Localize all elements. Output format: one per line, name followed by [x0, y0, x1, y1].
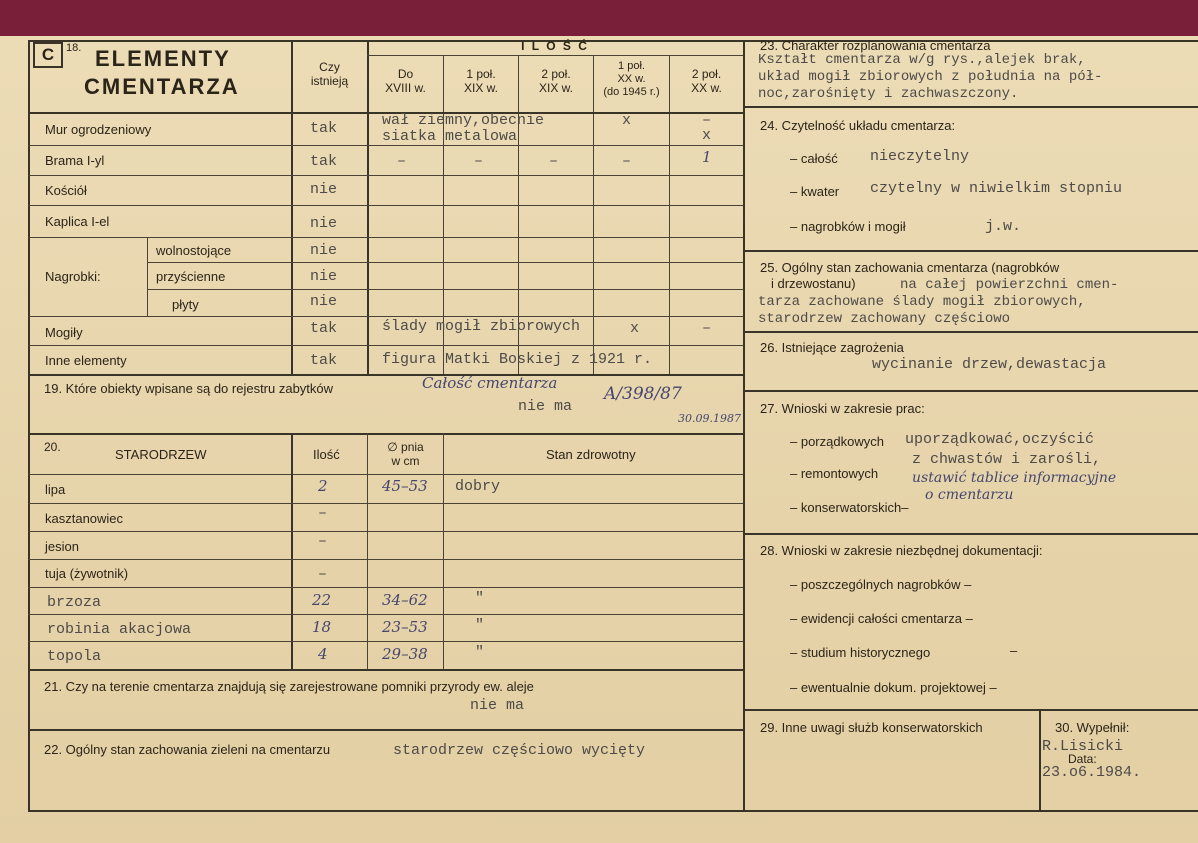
- row-kosciol-exist: nie: [310, 181, 338, 198]
- s21-typed: nie ma: [470, 697, 525, 714]
- form-letter-box: C: [33, 42, 63, 68]
- col-header-c4: 1 poł. XX w. (do 1945 r.): [603, 60, 660, 98]
- border-left: [28, 40, 30, 812]
- row-brama-c1: –: [397, 153, 407, 170]
- s30-label: 30. Wypełnił:: [1055, 720, 1130, 735]
- s22-typed: starodrzew częściowo wycięty: [393, 742, 646, 759]
- tree-row-5-ilosc: 22: [312, 591, 332, 609]
- s25-line1: na całej powierzchni cmen-: [900, 277, 1119, 293]
- s19-hand-register: A/398/87: [604, 384, 682, 404]
- tree-row-7-name: topola: [47, 648, 102, 665]
- s19-hand-date: 30.09.1987: [678, 412, 741, 425]
- s24-kwater-label: – kwater: [790, 184, 840, 199]
- row-mur-label: Mur ogrodzeniowy: [45, 122, 152, 137]
- row-mur-exist: tak: [310, 120, 338, 137]
- s27-hand2: o cmentarzu: [925, 487, 1014, 503]
- s20-title: STARODRZEW: [115, 447, 207, 462]
- tree-row-6-stan: ": [475, 617, 485, 634]
- title-line1: ELEMENTY: [95, 46, 231, 71]
- col-header-ilosc: I L O Ś Ć: [521, 39, 589, 53]
- tree-row-3-name: jesion: [45, 539, 79, 554]
- row-mur-note1: wał ziemny,obecnie: [382, 112, 545, 129]
- s19-label: 19. Które obiekty wpisane są do rejestru zabytków: [44, 381, 334, 396]
- row-mur-note2: siatka metalowa: [382, 128, 518, 145]
- row-mur-c5a: –: [702, 112, 712, 129]
- tree-row-7-ilosc: 4: [318, 645, 328, 663]
- row-brama-c5: 1: [702, 148, 712, 166]
- s20-col-pnia: ∅ pnia w cm: [387, 440, 424, 468]
- s27-rem-label: – remontowych: [790, 466, 879, 481]
- s24-kwater-val: czytelny w niwielkim stopniu: [870, 180, 1123, 197]
- row-kosciol-label: Kościół: [45, 183, 87, 198]
- s19-typed: nie ma: [518, 398, 573, 415]
- s25-label1: 25. Ogólny stan zachowania cmentarza (nagrobków: [760, 260, 1060, 275]
- s30-date: 23.o6.1984.: [1042, 764, 1142, 781]
- row-plyty-label: płyty: [172, 297, 199, 312]
- border-bottom: [28, 810, 1198, 812]
- s24-calosc-label: – całość: [790, 151, 838, 166]
- col-header-c1: Do XVIII w.: [385, 67, 426, 95]
- s22-label: 22. Ogólny stan zachowania zieleni na cmentarzu: [44, 742, 331, 757]
- binder-band: [0, 0, 1198, 38]
- row-mogily-label: Mogiły: [45, 325, 83, 340]
- s28-item3: – studium historycznego: [790, 645, 931, 660]
- s26-typed: wycinanie drzew,dewastacja: [872, 356, 1107, 373]
- row-brama-c2: –: [474, 153, 484, 170]
- tree-row-3-ilosc: –: [318, 533, 328, 550]
- row-inne-label: Inne elementy: [45, 353, 127, 368]
- row-kaplica-label: Kaplica I-el: [45, 214, 110, 229]
- s28-item3-dash: –: [1010, 643, 1018, 658]
- s30-data-label: Data:: [1068, 752, 1097, 766]
- row-inne-note: figura Matki Boskiej z 1921 r.: [382, 351, 653, 368]
- section-18-number: 18.: [66, 42, 82, 54]
- s23-line3: noc,zarośnięty i zachwaszczony.: [758, 86, 1019, 102]
- tree-row-5-pien: 34–62: [382, 591, 428, 609]
- row-brama-exist: tak: [310, 153, 338, 170]
- tree-row-1-stan: dobry: [455, 478, 501, 495]
- tree-row-6-name: robinia akacjowa: [47, 621, 192, 638]
- tree-row-5-stan: ": [475, 590, 485, 607]
- s27-kons-label: – konserwatorskich–: [790, 500, 909, 515]
- row-inne-exist: tak: [310, 352, 338, 369]
- s28-label: 28. Wnioski w zakresie niezbędnej dokumentacji:: [760, 543, 1043, 558]
- s21-label: 21. Czy na terenie cmentarza znajdują się zarejestrowane pomniki przyrody ew. aleje: [44, 679, 534, 694]
- s27-porz-label: – porządkowych: [790, 434, 884, 449]
- s19-hand-calosc: Całość cmentarza: [422, 374, 558, 392]
- s25-line3: starodrzew zachowany częściowo: [758, 311, 1011, 327]
- s24-nagr-label: – nagrobków i mogił: [790, 219, 906, 234]
- row-mogily-c4: x: [630, 320, 640, 337]
- row-mur-c5b: x: [702, 127, 712, 144]
- tree-row-4-ilosc: –: [318, 566, 328, 583]
- s20-col-ilosc: Ilość: [313, 447, 340, 462]
- s24-calosc-val: nieczytelny: [870, 148, 970, 165]
- row-nagrobki-label: Nagrobki:: [45, 269, 101, 284]
- s30-name: R.Lisicki: [1042, 738, 1124, 755]
- row-przysc-val: nie: [310, 268, 338, 285]
- row-mogily-c5: –: [702, 320, 712, 337]
- s29-label: 29. Inne uwagi służb konserwatorskich: [760, 720, 983, 735]
- col-header-c2: 1 poł. XIX w.: [463, 67, 498, 95]
- tree-row-5-name: brzoza: [47, 594, 102, 611]
- row-mogily-note: ślady mogił zbiorowych: [382, 318, 581, 335]
- s25-line2: tarza zachowane ślady mogił zbiorowych,: [758, 294, 1086, 310]
- tree-row-7-pien: 29–38: [382, 645, 428, 663]
- col-header-c5: 2 poł. XX w.: [691, 67, 722, 95]
- s23-line2: układ mogił zbiorowych z południa na pół-: [758, 69, 1103, 85]
- s28-item4: – ewentualnie dokum. projektowej –: [790, 680, 997, 695]
- s23-line1: Kształt cmentarza w/g rys.,alejek brak,: [758, 52, 1086, 68]
- s27-porz-val: uporządkować,oczyścić: [905, 431, 1095, 448]
- s27-label: 27. Wnioski w zakresie prac:: [760, 401, 925, 416]
- row-plyty-val: nie: [310, 293, 338, 310]
- s20-number: 20.: [44, 440, 61, 454]
- tree-row-6-ilosc: 18: [312, 618, 332, 636]
- tree-row-7-stan: ": [475, 644, 485, 661]
- col-header-c3: 2 poł. XIX w.: [538, 67, 573, 95]
- col-header-exist: Czy istnieją: [310, 60, 349, 88]
- s25-label2: i drzewostanu): [771, 276, 856, 291]
- row-brama-c3: –: [549, 153, 559, 170]
- row-brama-c4: –: [622, 153, 632, 170]
- tree-row-1-ilosc: 2: [318, 477, 328, 495]
- s27-hand1: ustawić tablice informacyjne: [912, 470, 1117, 486]
- row-mur-c4: x: [622, 112, 632, 129]
- tree-row-1-name: lipa: [45, 482, 66, 497]
- s28-item1: – poszczególnych nagrobków –: [790, 577, 972, 592]
- s23-label: 23. Charakter rozplanowania cmentarza: [760, 38, 991, 53]
- col-line-exist: [291, 40, 293, 375]
- row-kaplica-exist: nie: [310, 215, 338, 232]
- divider-main: [743, 40, 745, 812]
- s24-label: 24. Czytelność układu cmentarza:: [760, 118, 956, 133]
- tree-row-6-pien: 23–53: [382, 618, 428, 636]
- s27-line2: z chwastów i zarośli,: [912, 451, 1102, 468]
- tree-row-4-name: tuja (żywotnik): [45, 566, 129, 581]
- row-wolno-val: nie: [310, 242, 338, 259]
- row-przysc-label: przyścienne: [156, 269, 226, 284]
- row-wolno-label: wolnostojące: [156, 243, 232, 258]
- title-line2: CMENTARZA: [84, 74, 240, 99]
- s24-nagr-val: j.w.: [985, 218, 1022, 235]
- row-brama-label: Brama I-yl: [45, 153, 105, 168]
- tree-row-2-ilosc: –: [318, 505, 328, 522]
- row-mogily-exist: tak: [310, 320, 338, 337]
- tree-row-2-name: kasztanowiec: [45, 511, 124, 526]
- tree-row-1-pien: 45–53: [382, 477, 428, 495]
- s20-col-stan: Stan zdrowotny: [546, 447, 636, 462]
- s28-item2: – ewidencji całości cmentarza –: [790, 611, 973, 626]
- s26-label: 26. Istniejące zagrożenia: [760, 340, 904, 355]
